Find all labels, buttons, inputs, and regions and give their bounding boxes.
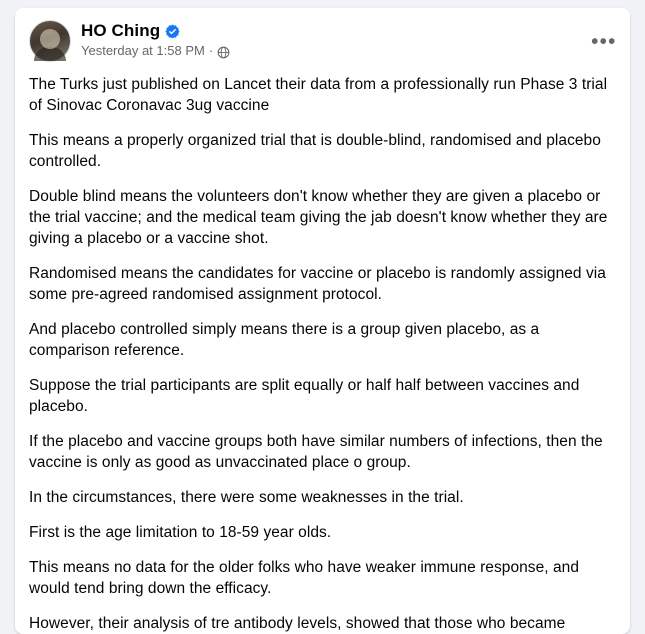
post-paragraph: This means a properly organized trial that is double-blind, randomised and placebo controlled. — [29, 132, 601, 170]
post-options-button[interactable]: ••• — [591, 31, 617, 53]
author-name-row — [81, 21, 230, 41]
post-paragraph: If the placebo and vaccine groups both have similar numbers of infections, then the vaccine is only as good as unvaccinated place o group. — [29, 433, 603, 471]
post-paragraph: Randomised means the candidates for vaccine or placebo is randomly assigned via some pre-agreed randomised assignment protocol. — [29, 265, 606, 303]
post-paragraph: And placebo controlled simply means there is a group given placebo, as a comparison reference. — [29, 321, 540, 359]
post-paragraph: The Turks just published on Lancet their data from a professionally run Phase 3 trial of Sinovac Coronavac 3ug vaccine — [29, 76, 608, 114]
post-body — [15, 66, 630, 634]
avatar[interactable] — [29, 20, 71, 62]
post-meta-row — [81, 43, 230, 59]
post-paragraph: However, their analysis of tre antibody levels, showed that those who became — [29, 615, 566, 632]
verified-badge-icon — [165, 24, 180, 39]
globe-icon[interactable] — [217, 46, 230, 59]
post-paragraph: This means no data for the older folks who have weaker immune response, and would tend bring down the efficacy. — [29, 559, 579, 597]
post-paragraph: In the circumstances, there were some weaknesses in the trial. — [29, 489, 464, 506]
post-author-block — [81, 20, 230, 59]
post-paragraph: Double blind means the volunteers don't know whether they are given a placebo or the trial vaccine; and the medical team giving the jab doesn't know whether they are giving a placebo or a vaccine shot. — [29, 188, 608, 247]
facebook-post-card — [15, 8, 630, 634]
post-paragraph: First is the age limitation to 18-59 year olds. — [29, 524, 332, 541]
post-header — [15, 8, 630, 66]
post-paragraph: Suppose the trial participants are split equally or half half between vaccines and placebo. — [29, 377, 580, 415]
post-timestamp[interactable]: Yesterday at 1:58 PM — [81, 43, 205, 58]
author-name[interactable]: HO Ching — [81, 21, 161, 40]
meta-separator: · — [208, 43, 214, 58]
